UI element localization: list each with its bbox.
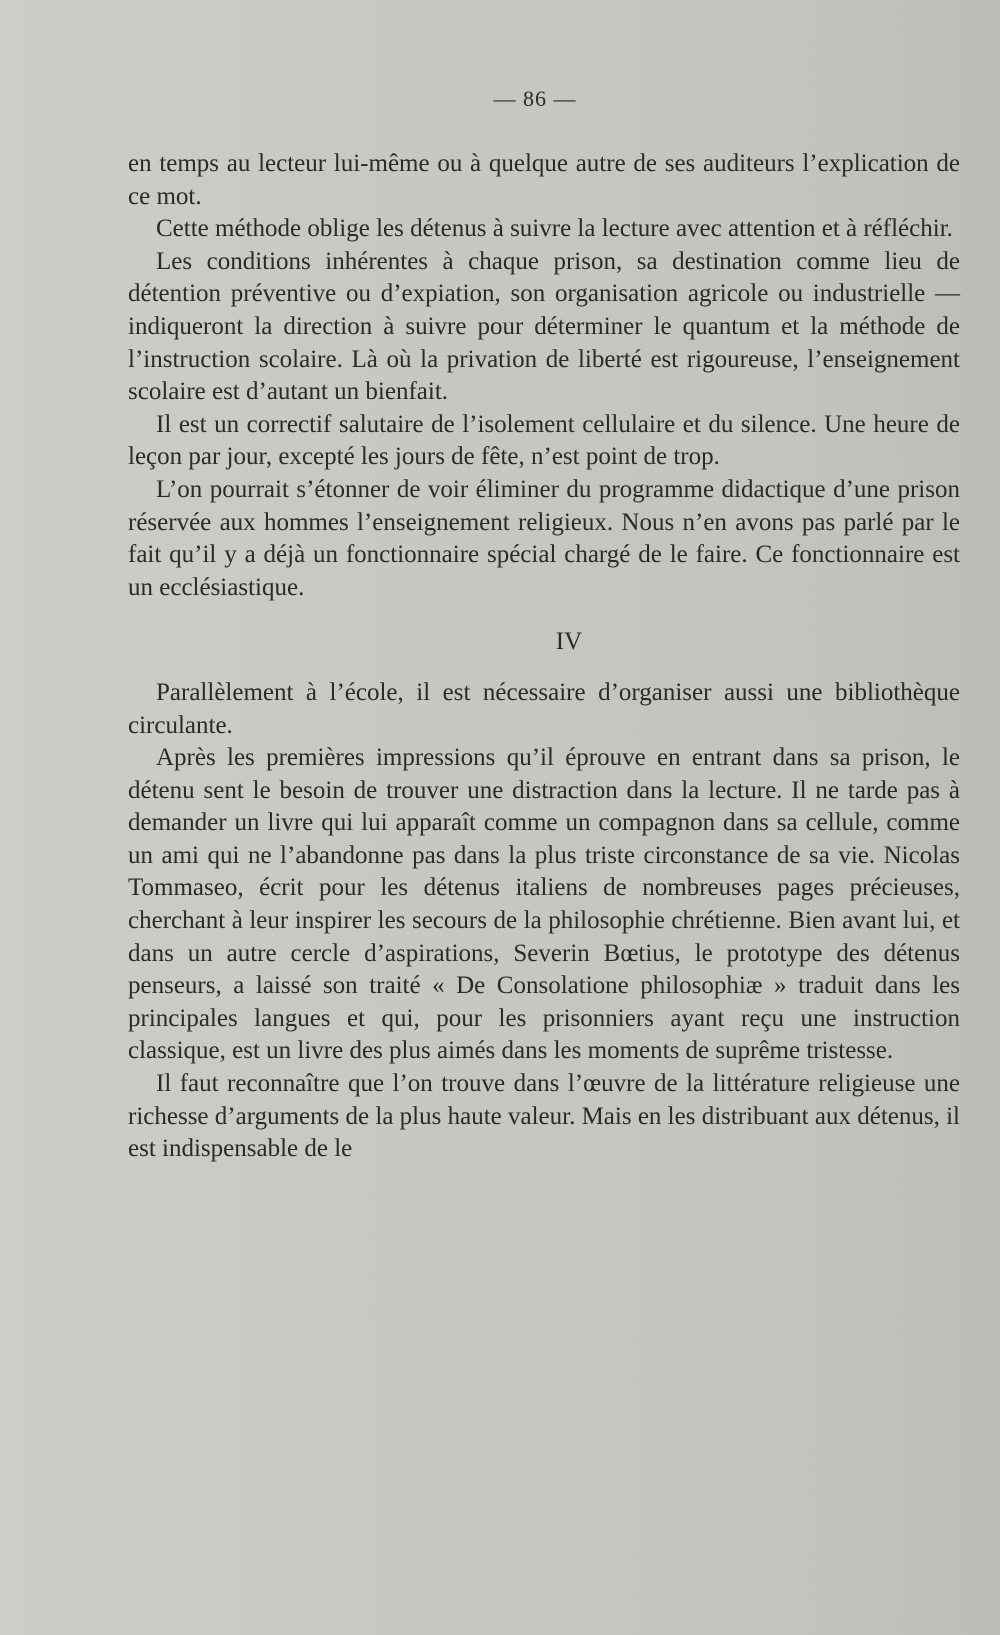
- paragraph: L’on pourrait s’étonner de voir éliminer du programme didactique d’une prison réservée aux hommes l’enseignement religieux. Nous n’en avons pas parlé par le fait qu’il y a déjà un fonctionnaire spécial chargé de le faire. Ce fonctionnaire est un ecclésiastique.: [128, 475, 960, 601]
- paragraph: Parallèlement à l’école, il est nécessaire d’organiser aussi une bibliothèque circulante.: [128, 678, 960, 739]
- body-text: [128, 148, 960, 1166]
- paragraph: Les conditions inhérentes à chaque prison, sa destination comme lieu de détention préventive ou d’expiation, son organisation agricole ou industrielle — indiqueront la direction à suivre pour déterminer le quantum et la méthode de l’instruction scolaire. Là où la privation de liberté est rigoureuse, l’enseignement scolaire est d’autant un bienfait.: [128, 247, 960, 406]
- page-number: — 86 —: [493, 86, 577, 111]
- paragraph: Il faut reconnaître que l’on trouve dans l’œuvre de la littérature religieuse une richesse d’arguments de la plus haute valeur. Mais en les distribuant aux détenus, il est indispensable de le: [128, 1070, 960, 1163]
- paragraph: Il est un correctif salutaire de l’isolement cellulaire et du silence. Une heure de leçon par jour, excepté les jours de fête, n’est point de trop.: [128, 410, 960, 471]
- paragraph: en temps au lecteur lui-même ou à quelque autre de ses auditeurs l’explication de ce mot.: [128, 150, 960, 210]
- section-heading: IV: [555, 628, 583, 656]
- paragraph: Cette méthode oblige les détenus à suivre la lecture avec attention et à réfléchir.: [156, 215, 953, 243]
- paragraph: Après les premières impressions qu’il éprouve en entrant dans sa prison, le détenu sent le besoin de trouver une distraction dans la lecture. Il ne tarde pas à demander un livre qui lui apparaît comme un compagnon dans sa cellule, comme un ami qui ne l’abandonne pas dans la plus triste circonstance de sa vie. Nicolas Tommaseo, écrit pour les détenus italiens de nombreuses pages précieuses, cherchant à leur inspirer les secours de la philosophie chrétienne. Bien avant lui, et dans un autre cercle d’aspirations, Severin Bœtius, le prototype des détenus penseurs, a laissé son traité « De Consolatione philosophiæ » traduit dans les principales langues et qui, pour les prisonniers ayant reçu une instruction classique, est un livre des plus aimés dans les moments de suprême tristesse.: [128, 744, 960, 1065]
